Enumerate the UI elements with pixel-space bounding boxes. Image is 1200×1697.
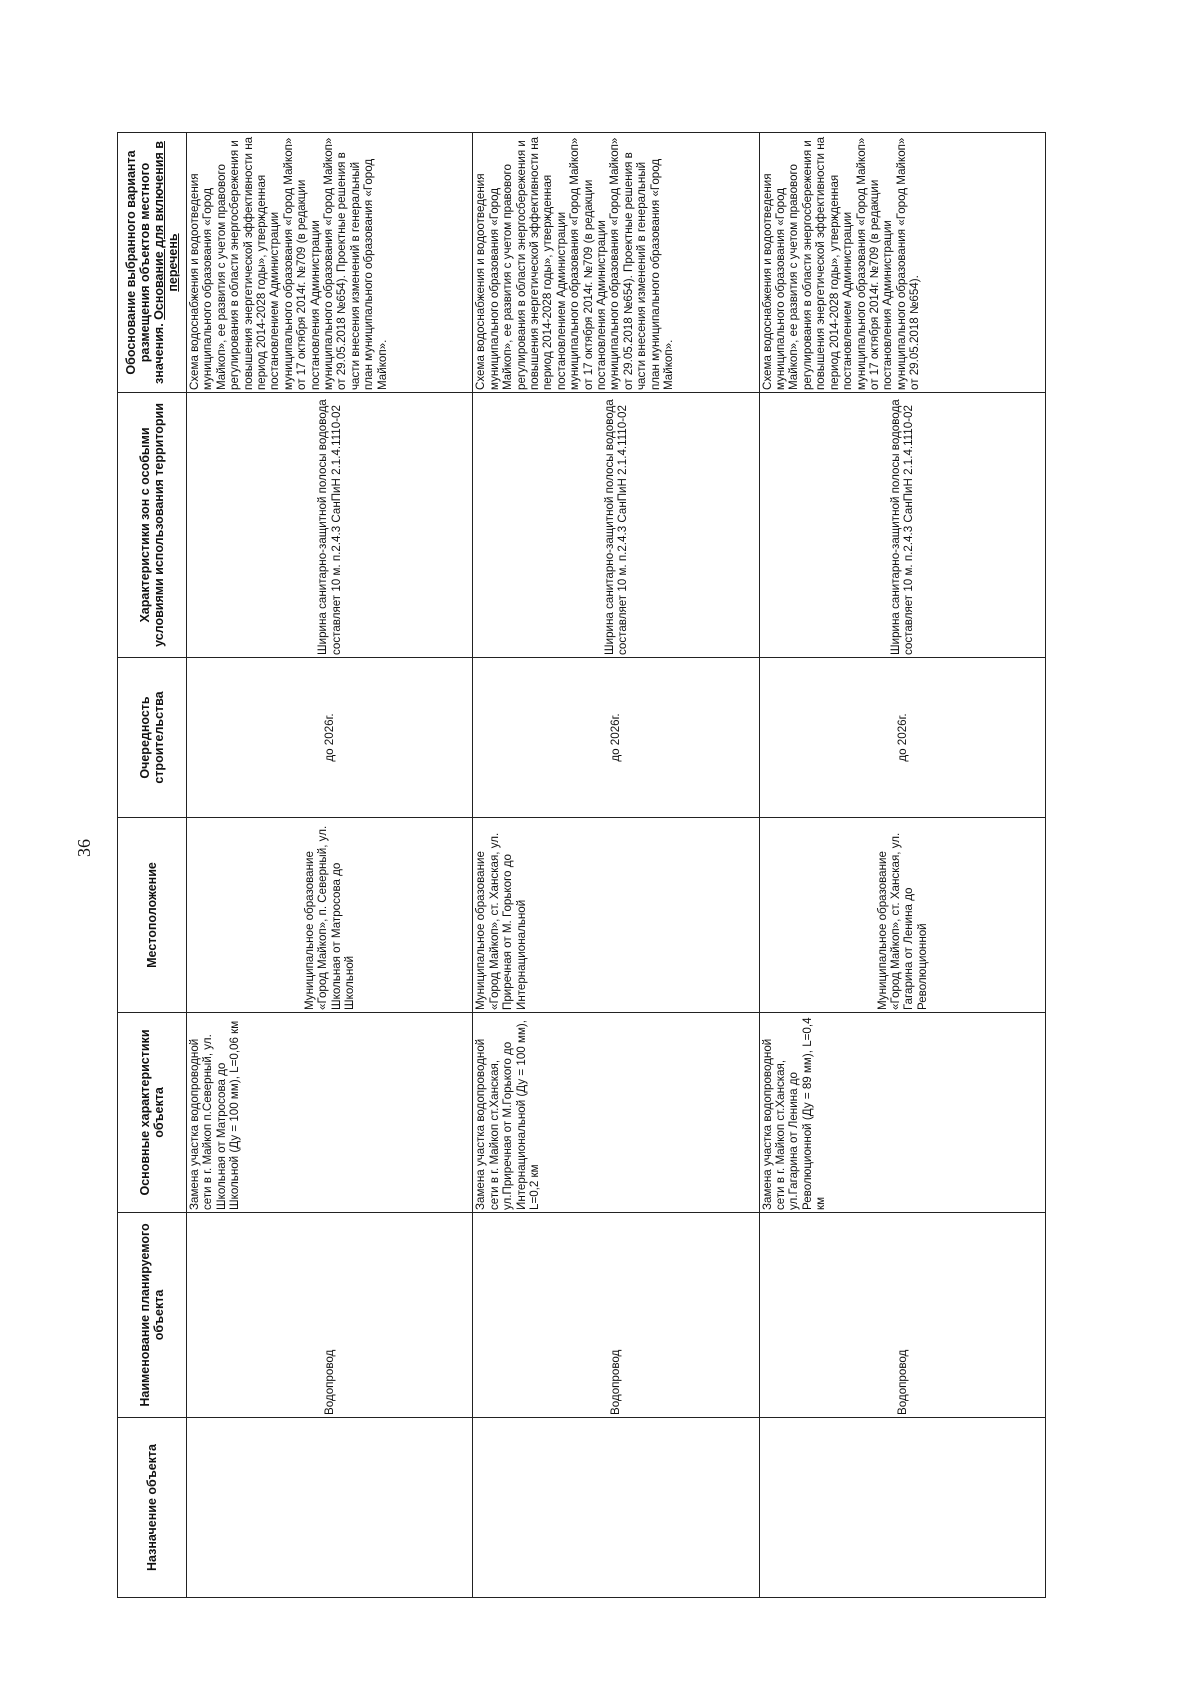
cell-characteristics: Замена участка водопроводной сети в г. Майкоп ст.Ханская, ул.Приречная от М.Горького до Интернациональной (Ду = 100 мм), L=0,2 км [473,1013,759,1213]
rotated-table-container [117,133,1046,1598]
cell-purpose [187,1418,473,1598]
cell-schedule: до 2026г. [187,658,473,818]
header-purpose: Назначение объекта [118,1418,187,1598]
header-schedule: Очередность строительства [118,658,187,818]
cell-characteristics: Замена участка водопроводной сети в г. Майкоп ст.Ханская, ул.Гагарина от Ленина до Революционной (Ду = 89 мм), L=0,4 км [759,1013,1045,1213]
cell-characteristics: Замена участка водопроводной сети в г. Майкоп п.Северный, ул. Школьная от Матросова до Школьной (Ду = 100 мм), L=0,06 км [187,1013,473,1213]
cell-location: Муниципальное образование «Город Майкоп», ст. Ханская, ул. Приречная от М. Горького до Интернациональной [473,818,759,1013]
cell-purpose [759,1418,1045,1598]
table-row [473,133,759,1598]
header-zones: Характеристики зон с особыми условиями использования территории [118,393,187,658]
cell-zones: Ширина санитарно-защитной полосы водовода составляет 10 м. п.2.4.3 СанПиН 2.1.4.1110-02 [473,393,759,658]
cell-basis: Схема водоснабжения и водоотведения муниципального образования «Город Майкоп», ее развития с учетом правового регулирования в области энергосбережения и повышения энергетической эффективности на период 2014-2028 годы», утвержденная постановлением Администрации муниципального образования «Город Майкоп» от 17 октября 2014г. №709 (в редакции постановления Администрации муниципального образования «Город Майкоп» от 29.05.2018 №654). [759,133,1045,393]
header-basis [118,133,187,393]
cell-basis: Схема водоснабжения и водоотведения муниципального образования «Город Майкоп», ее развития с учетом правового регулирования в области энергосбережения и повышения энергетической эффективности на период 2014-2028 годы», утвержденная постановлением Администрации муниципального образования «Город Майкоп» от 17 октября 2014г. №709 (в редакции постановления Администрации муниципального образования «Город Майкоп» от 29.05.2018 №654). Проектные решения в части внесения изменений в генеральный план муниципального образования «Город Майкоп». [473,133,759,393]
cell-basis: Схема водоснабжения и водоотведения муниципального образования «Город Майкоп», ее развития с учетом правового регулирования в области энергосбережения и повышения энергетической эффективности на период 2014-2028 годы», утвержденная постановлением Администрации муниципального образования «Город Майкоп» от 17 октября 2014г. №709 (в редакции постановления Администрации муниципального образования «Город Майкоп» от 29.05.2018 №654). Проектные решения в части внесения изменений в генеральный план муниципального образования «Город Майкоп». [187,133,473,393]
header-characteristics: Основные характеристики объекта [118,1013,187,1213]
table-row [187,133,473,1598]
cell-purpose [473,1418,759,1598]
cell-name: Водопровод [759,1213,1045,1418]
cell-zones: Ширина санитарно-защитной полосы водовода составляет 10 м. п.2.4.3 СанПиН 2.1.4.1110-02 [759,393,1045,658]
objects-table [117,132,1046,1598]
page-number: 36 [74,839,94,857]
header-location: Местоположение [118,818,187,1013]
header-basis-subtitle: Основание для включения в перечень [152,141,180,320]
header-basis-title: Обоснование выбранного варианта размещения объектов местного значения. [124,150,166,384]
table-row [759,133,1045,1598]
cell-location: Муниципальное образование «Город Майкоп», ст. Ханская, ул. Гагарина от Ленина до Революционной [759,818,1045,1013]
header-name: Наименование планируемого объекта [118,1213,187,1418]
table-header-row [118,133,187,1598]
cell-schedule: до 2026г. [473,658,759,818]
cell-schedule: до 2026г. [759,658,1045,818]
cell-location: Муниципальное образование «Город Майкоп», п. Северный, ул. Школьная от Матросова до Школьной [187,818,473,1013]
cell-name: Водопровод [473,1213,759,1418]
cell-name: Водопровод [187,1213,473,1418]
cell-zones: Ширина санитарно-защитной полосы водовода составляет 10 м. п.2.4.3 СанПиН 2.1.4.1110-02 [187,393,473,658]
